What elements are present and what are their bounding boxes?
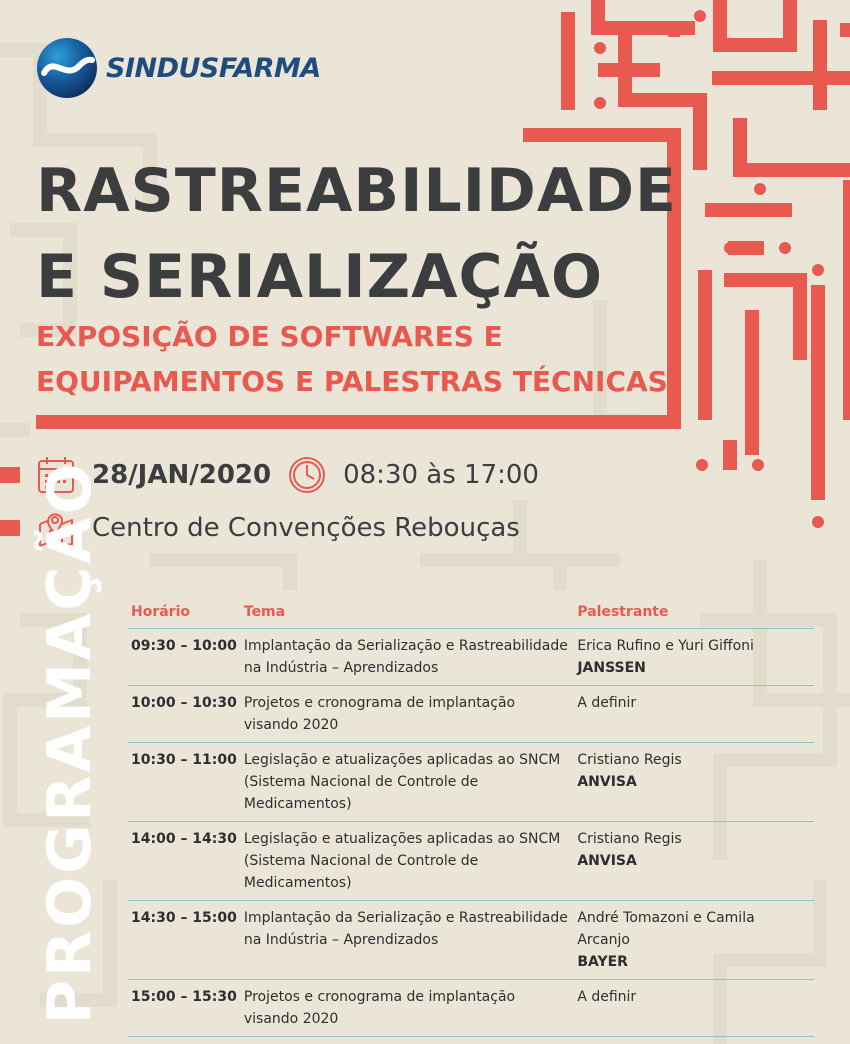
speaker-organization: JANSSEN (577, 660, 646, 676)
session-time: 10:00 – 10:30 (128, 686, 241, 743)
session-speaker-cell (574, 822, 814, 901)
speaker-name: Erica Rufino e Yuri Giffoni (577, 638, 754, 654)
speaker-organization: ANVISA (577, 853, 637, 869)
subtitle-line-2: EQUIPAMENTOS E PALESTRAS TÉCNICAS (36, 365, 668, 398)
speaker-organization: ANVISA (577, 774, 637, 790)
speaker-organization: BAYER (577, 954, 628, 970)
page-subtitle (36, 314, 668, 404)
column-header-time: Horário (128, 600, 241, 629)
session-topic: Implantação da Serialização e Rastreabilidade na Indústria – Aprendizados (241, 629, 574, 686)
speaker-name: Cristiano Regis (577, 752, 682, 768)
column-header-speaker: Palestrante (574, 600, 814, 629)
session-topic: Legislação e atualizações aplicadas ao SNCM (Sistema Nacional de Controle de Medicamentos) (241, 743, 574, 822)
sindusfarma-logo-icon (36, 37, 98, 99)
brand-name: SINDUSFARMA (106, 52, 321, 84)
session-speaker-cell (574, 743, 814, 822)
page-title (36, 148, 677, 320)
session-time: 14:00 – 14:30 (128, 822, 241, 901)
session-topic: Legislação e atualizações aplicadas ao SNCM (Sistema Nacional de Controle de Medicamentos) (241, 822, 574, 901)
speaker-name: André Tomazoni e Camila Arcanjo (577, 910, 755, 948)
table-row (128, 822, 814, 901)
session-speaker-cell (574, 686, 814, 743)
event-venue: Centro de Convenções Rebouças (92, 513, 520, 543)
accent-bar (0, 520, 20, 536)
session-topic: Projetos e cronograma de implantação visando 2020 (241, 686, 574, 743)
subtitle-line-1: EXPOSIÇÃO DE SOFTWARES E (36, 320, 503, 353)
event-date: 28/JAN/2020 (92, 460, 272, 490)
speaker-name: A definir (577, 695, 637, 711)
session-time: 09:30 – 10:00 (128, 629, 241, 686)
event-time: 08:30 às 17:00 (343, 460, 539, 490)
speaker-name: A definir (577, 989, 637, 1005)
session-speaker-cell (574, 980, 814, 1037)
session-speaker-cell (574, 629, 814, 686)
session-topic: Implantação da Serialização e Rastreabilidade na Indústria – Aprendizados (241, 901, 574, 980)
title-line-2: E SERIALIZAÇÃO (36, 242, 604, 312)
clock-icon (287, 455, 327, 495)
speaker-name: Cristiano Regis (577, 831, 682, 847)
program-schedule-table (128, 600, 814, 1037)
sindusfarma-logo (36, 37, 321, 99)
table-row (128, 901, 814, 980)
table-row (128, 980, 814, 1037)
table-row (128, 743, 814, 822)
title-line-1: RASTREABILIDADE (36, 156, 678, 226)
session-speaker-cell (574, 901, 814, 980)
session-time: 15:00 – 15:30 (128, 980, 241, 1037)
table-header-row (128, 600, 814, 629)
table-row (128, 629, 814, 686)
session-time: 10:30 – 11:00 (128, 743, 241, 822)
program-section-label: PROGRAMAÇÃO (35, 460, 105, 1024)
session-time: 14:30 – 15:00 (128, 901, 241, 980)
session-topic: Projetos e cronograma de implantação visando 2020 (241, 980, 574, 1037)
column-header-topic: Tema (241, 600, 574, 629)
table-row (128, 686, 814, 743)
accent-bar (0, 467, 20, 483)
